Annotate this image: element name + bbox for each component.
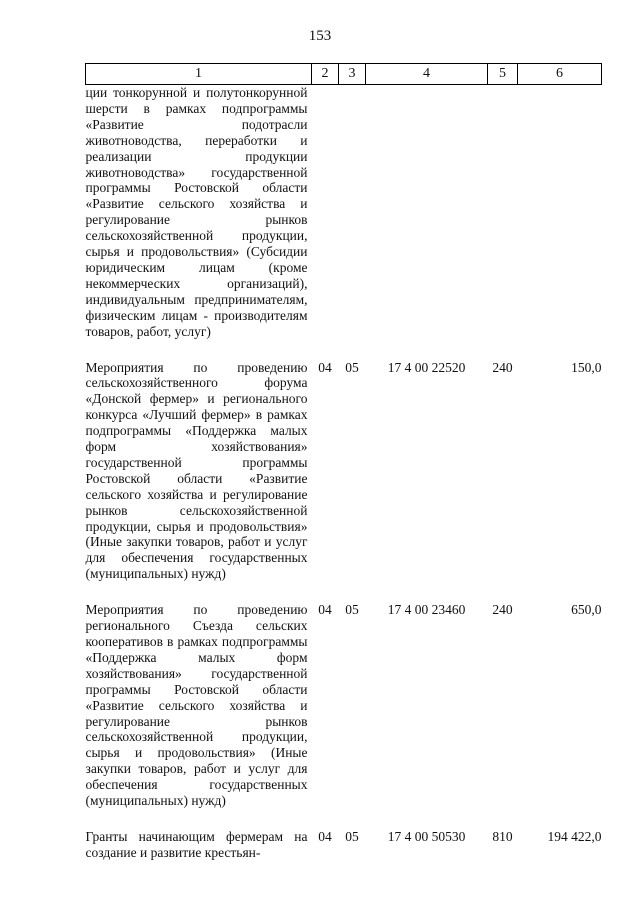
row-amount: 194 422,0 (547, 828, 602, 844)
row-target-article (366, 85, 488, 360)
row-description: Мероприятия по проведению регионального Съезда сельских кооперативов в рамках подпрограммы «Поддержка малых форм хозяйствования» государственной программы Ростовской области «Развитие сельского хозяйства и регулирование рынков сельскохозяйственной продукции, сырья и продовольствия» (Иные закупки товаров, работ и услуг для обеспечения государственных (муниципальных) нужд) (85, 602, 308, 809)
row-target-article: 17 4 00 50530 (387, 828, 466, 844)
row-expense-type: 240 (492, 359, 513, 375)
column-header-2: 2 (312, 64, 339, 85)
column-header-1: 1 (86, 64, 312, 85)
table-row (86, 360, 602, 603)
column-header-5: 5 (488, 64, 518, 85)
table-row (86, 829, 602, 861)
row-amount: 650,0 (571, 602, 602, 618)
table-row (86, 602, 602, 829)
row-amount: 150,0 (571, 359, 602, 375)
column-header-4: 4 (366, 64, 488, 85)
row-section-code (312, 85, 339, 360)
row-target-article: 17 4 00 22520 (387, 359, 466, 375)
row-description: ции тонкорунной и полутонкорунной шерсти в рамках подпрограммы «Развитие подотрасли животноводства, переработки и реализации продукции животноводства» государственной программы Ростовской области «Развитие сельского хозяйства и регулирование рынков сельскохозяйственной продукции, сырья и продовольствия» (Субсидии юридическим лицам (кроме некоммерческих организаций), индивидуальным предпринимателям, физическим лицам - производителям товаров, работ, услуг) (85, 85, 308, 339)
row-description: Мероприятия по проведению сельскохозяйственного форума «Донской фермер» и регионального конкурса «Лучший фермер» в рамках подпрограммы «Поддержка малых форм хозяйствования» государственной программы Ростовской области «Развитие сельского хозяйства и регулирование рынков сельскохозяйственной продукции, сырья и продовольствия» (Иные закупки товаров, работ и услуг для обеспечения государственных (муниципальных) нужд) (85, 359, 308, 582)
row-subsection-code: 05 (345, 359, 359, 375)
row-expense-type (488, 85, 518, 360)
table-header-row (86, 64, 602, 85)
row-section-code: 04 (318, 359, 332, 375)
row-section-code: 04 (318, 602, 332, 618)
row-subsection-code: 05 (345, 602, 359, 618)
row-expense-type: 810 (492, 828, 513, 844)
row-description: Гранты начинающим фермерам на создание и развитие крестьян- (85, 828, 308, 860)
row-target-article: 17 4 00 23460 (387, 602, 466, 618)
budget-table (85, 63, 602, 861)
page-number: 153 (308, 28, 332, 44)
row-subsection-code: 05 (345, 828, 359, 844)
row-amount (518, 85, 602, 360)
column-header-6: 6 (518, 64, 602, 85)
row-expense-type: 240 (492, 602, 513, 618)
row-subsection-code (339, 85, 366, 360)
table-row (86, 85, 602, 360)
column-header-3: 3 (339, 64, 366, 85)
row-section-code: 04 (318, 828, 332, 844)
